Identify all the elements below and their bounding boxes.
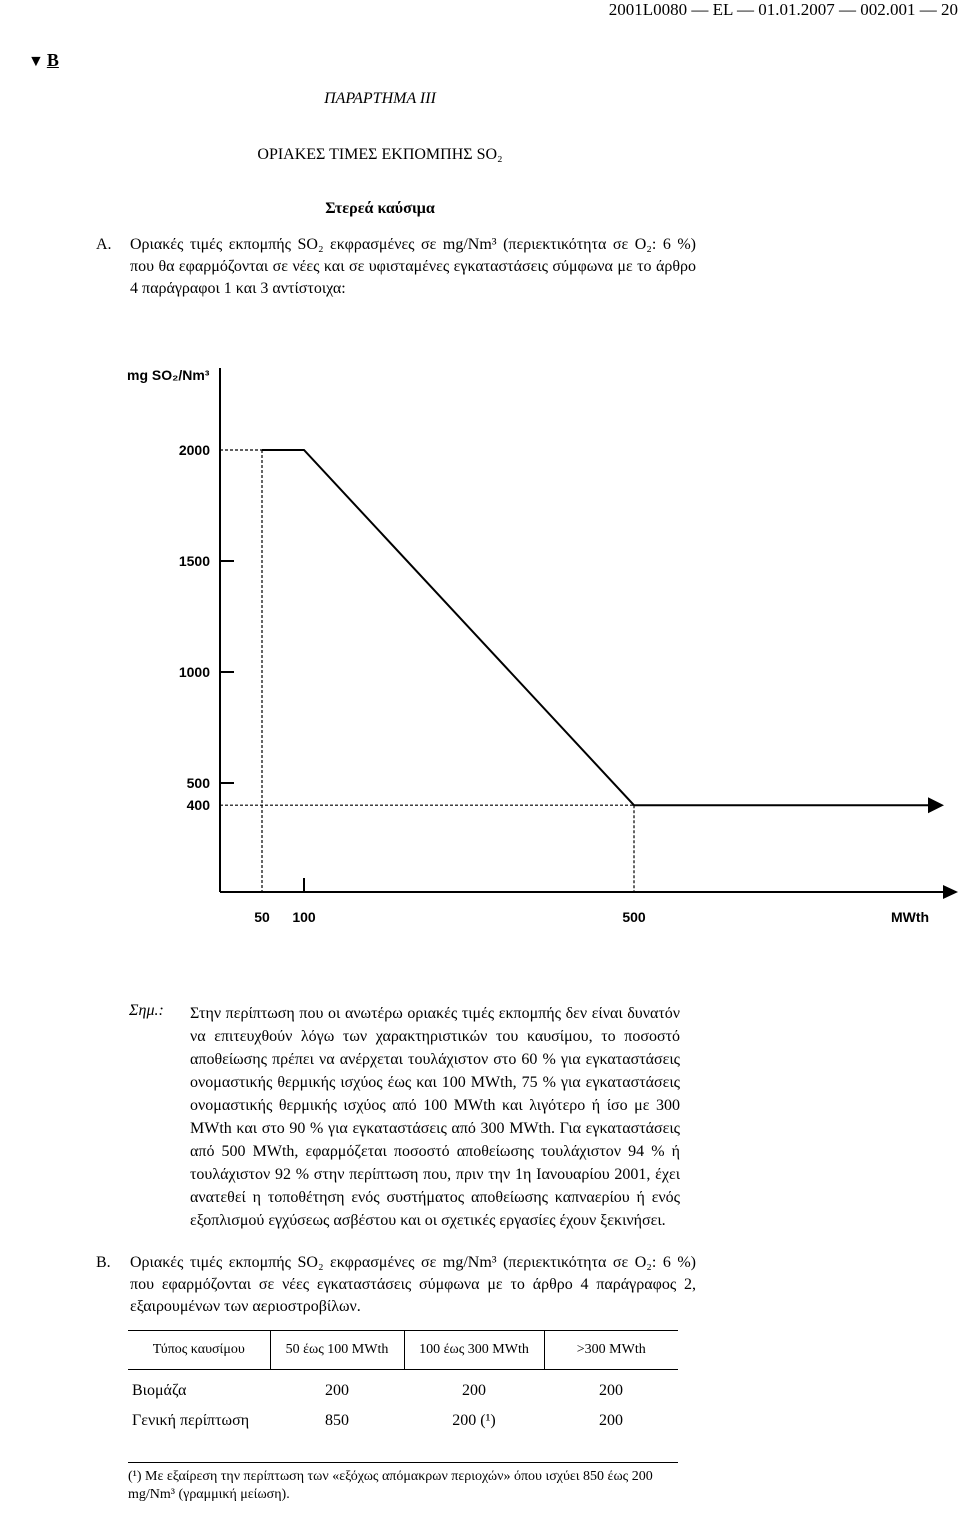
y-tick-label: 1000 [178,664,210,680]
table-cell: 200 [325,1382,349,1399]
table-cell: 850 [325,1412,349,1429]
amendment-marker [28,50,59,71]
section-b-text: Οριακές τιμές εκπομπής SO₂ εκφρασμένες σε mg/Nm³ (περιεκτικότητα σε O₂: 6 %) που εφαρμόζονται σε νέες εγκαταστάσεις σύμφωνα με το άρθρο 4 παράγραφος 2, εξαιρουμένων των αεριοστροβίλων. [130,1254,696,1315]
annex-heading: ΠΑΡΑΡΤΗΜΑ III [324,90,436,107]
amendment-label[interactable]: B [46,50,59,70]
document-reference: 2001L0080 — EL — 01.01.2007 — 002.001 — 20 [608,0,958,19]
column-header: Τύπος καυσίμου [128,1331,270,1370]
limit-curve [262,450,930,805]
emission-limit-chart [0,350,960,940]
x-tick-label: 50 [254,909,270,925]
x-axis-label: MWth [891,909,930,925]
note-label: Σημ.: [129,1002,164,1019]
section-b [96,1252,696,1318]
column-header: 100 έως 300 MWth [404,1331,544,1370]
footnote-divider [128,1462,678,1463]
x-tick-label: 500 [622,909,646,925]
x-tick-label: 100 [292,909,316,925]
table-row [128,1370,678,1405]
section-b-letter: B. [96,1254,111,1271]
emission-table [128,1330,678,1430]
y-tick-label: 1500 [178,553,210,569]
column-header: >300 MWth [544,1331,678,1370]
footnote: (¹) Με εξαίρεση την περίπτωση των «εξόχως απόμακρων περιοχών» όπου ισχύει 850 έως 200 mg/Nm³ (γραμμική μείωση). [128,1469,653,1502]
y-tick-label: 500 [186,775,210,791]
y-tick-label: 2000 [178,442,210,458]
section-subtitle: Στερεά καύσιμα [325,200,435,217]
triangle-down-icon: ▼ [28,53,44,70]
column-header: 50 έως 100 MWth [270,1331,404,1370]
note-text: Στην περίπτωση που οι ανωτέρω οριακές τιμές εκπομπής δεν είναι δυνατόν να επιτευχθούν λόγω των χαρακτηριστικών του καυσίμου, το ποσοστό αποθείωσης πρέπει να ανέρχεται τουλάχιστον στο 60 % για εγκαταστάσεις ονομαστικής θερμικής ισχύος έως και 100 MWth, 75 % για εγκαταστάσεις ονομαστικής θερμικής ισχύος από 100 MWth και λιγότερο ή ίσο με 300 MWth και στο 90 % για εγκαταστάσεις από 300 MWth. Για εγκαταστάσεις από 500 MWth, εφαρμόζεται ποσοστό αποθείωσης τουλάχιστον 94 % ή τουλάχιστον 92 % στην περίπτωση που, πριν την 1η Ιανουαρίου 2001, έχει ανατεθεί η τοποθέτηση ενός συστήματος αποθείωσης καπναερίου ή ενός εξοπλισμού εγχύσεως ασβέστου και οι σχετικές εργασίες έχουν ξεκινήσει. [190,1005,680,1229]
table-cell: Γενική περίπτωση [132,1412,250,1429]
table-cell: Βιομάζα [132,1382,187,1399]
table-cell: 200 (¹) [452,1412,496,1429]
page-title: ΟΡΙΑΚΕΣ ΤΙΜΕΣ ΕΚΠΟΜΠΗΣ SO₂ [257,146,503,163]
y-tick-label: 400 [186,797,210,814]
section-a-letter: A. [96,236,112,253]
table-row [128,1404,678,1430]
section-a [96,234,696,300]
table-cell: 200 [462,1382,486,1399]
section-a-text: Οριακές τιμές εκπομπής SO₂ εκφρασμένες σε mg/Nm³ (περιεκτικότητα σε O₂: 6 %) που θα εφαρμόζονται σε νέες και σε υφισταμένες εγκαταστάσεις σύμφωνα με το άρθρο 4 παράγραφοι 1 και 3 αντίστοιχα: [130,236,696,297]
y-axis-label: mg SO₂/Nm³ [127,367,210,383]
limit-arrow-icon [928,797,944,813]
table-cell: 200 [599,1382,623,1399]
table-cell: 200 [599,1412,623,1429]
x-axis-arrow-icon [943,885,958,899]
